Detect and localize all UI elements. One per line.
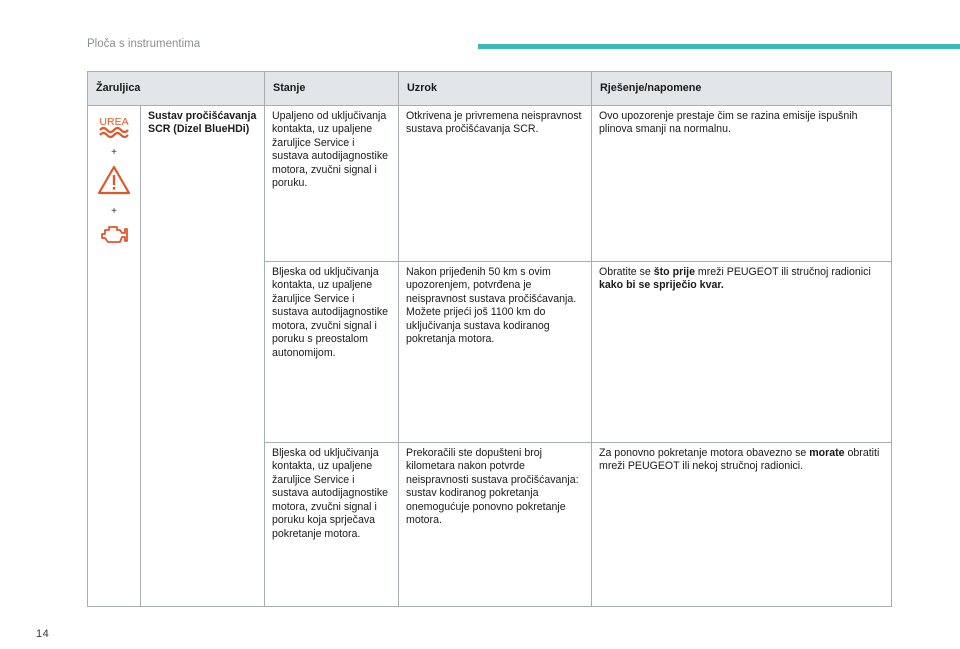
column-header-zaruljica: Žaruljica xyxy=(88,72,265,106)
row-1-uzrok: Otkrivena je privremena neispravnost sustava pročišćavanja SCR. xyxy=(399,106,592,262)
table-header-row xyxy=(88,72,892,106)
row-1-stanje: Upaljeno od uključivanja kontakta, uz upaljene žaruljice Service i sustava autodijagnostike motora, zvučni signal i poruku. xyxy=(265,106,399,262)
row-2-rjesenje: Obratite se što prije mreži PEUGEOT ili stručnoj radionici kako bi se spriječio kvar. xyxy=(592,262,892,443)
warning-lamp-table xyxy=(87,71,892,607)
warning-triangle-icon xyxy=(97,164,131,196)
plus-sign: + xyxy=(111,205,117,217)
page-number: 14 xyxy=(36,628,50,640)
row-3-uzrok: Prekoračili ste dopušteni broj kilometara nakon potvrde neispravnosti sustava pročišćavanja: sustav kodiranog pokretanja onemogućuje ponovno pokretanje motora. xyxy=(399,443,592,607)
column-header-stanje: Stanje xyxy=(265,72,399,106)
row-2-uzrok: Nakon prijeđenih 50 km s ovim upozorenjem, potvrđena je neispravnost sustava pročišćavanja. Možete prijeći još 1100 km do uključivanja sustava kodiranog pokretanja motora. xyxy=(399,262,592,443)
row-1-rjesenje: Ovo upozorenje prestaje čim se razina emisije ispušnih plinova smanji na normalnu. xyxy=(592,106,892,262)
lamp-icons-cell xyxy=(88,106,141,607)
column-header-uzrok: Uzrok xyxy=(399,72,592,106)
row-3-rjesenje: Za ponovno pokretanje motora obavezno se morate obratiti mreži PEUGEOT ili nekoj stručnoj radionici. xyxy=(592,443,892,607)
row-3-stanje: Bljeska od uključivanja kontakta, uz upaljene žaruljice Service i sustava autodijagnostike motora, zvučni signal i poruku koja sprječava pokretanje motora. xyxy=(265,443,399,607)
table-row xyxy=(88,106,892,262)
section-title: Ploča s instrumentima xyxy=(87,38,201,50)
urea-icon-text: UREA xyxy=(99,116,129,128)
row-2-stanje: Bljeska od uključivanja kontakta, uz upaljene žaruljice Service i sustava autodijagnostike motora, zvučni signal i poruku s preostalom autonomijom. xyxy=(265,262,399,443)
column-header-rjesenje: Rješenje/napomene xyxy=(592,72,892,106)
plus-sign: + xyxy=(111,147,117,159)
lamp-name: Sustav pročišćavanja SCR (Dizel BlueHDi) xyxy=(141,106,265,607)
engine-icon xyxy=(99,223,129,245)
urea-icon xyxy=(96,114,132,138)
section-accent-bar xyxy=(478,44,960,49)
